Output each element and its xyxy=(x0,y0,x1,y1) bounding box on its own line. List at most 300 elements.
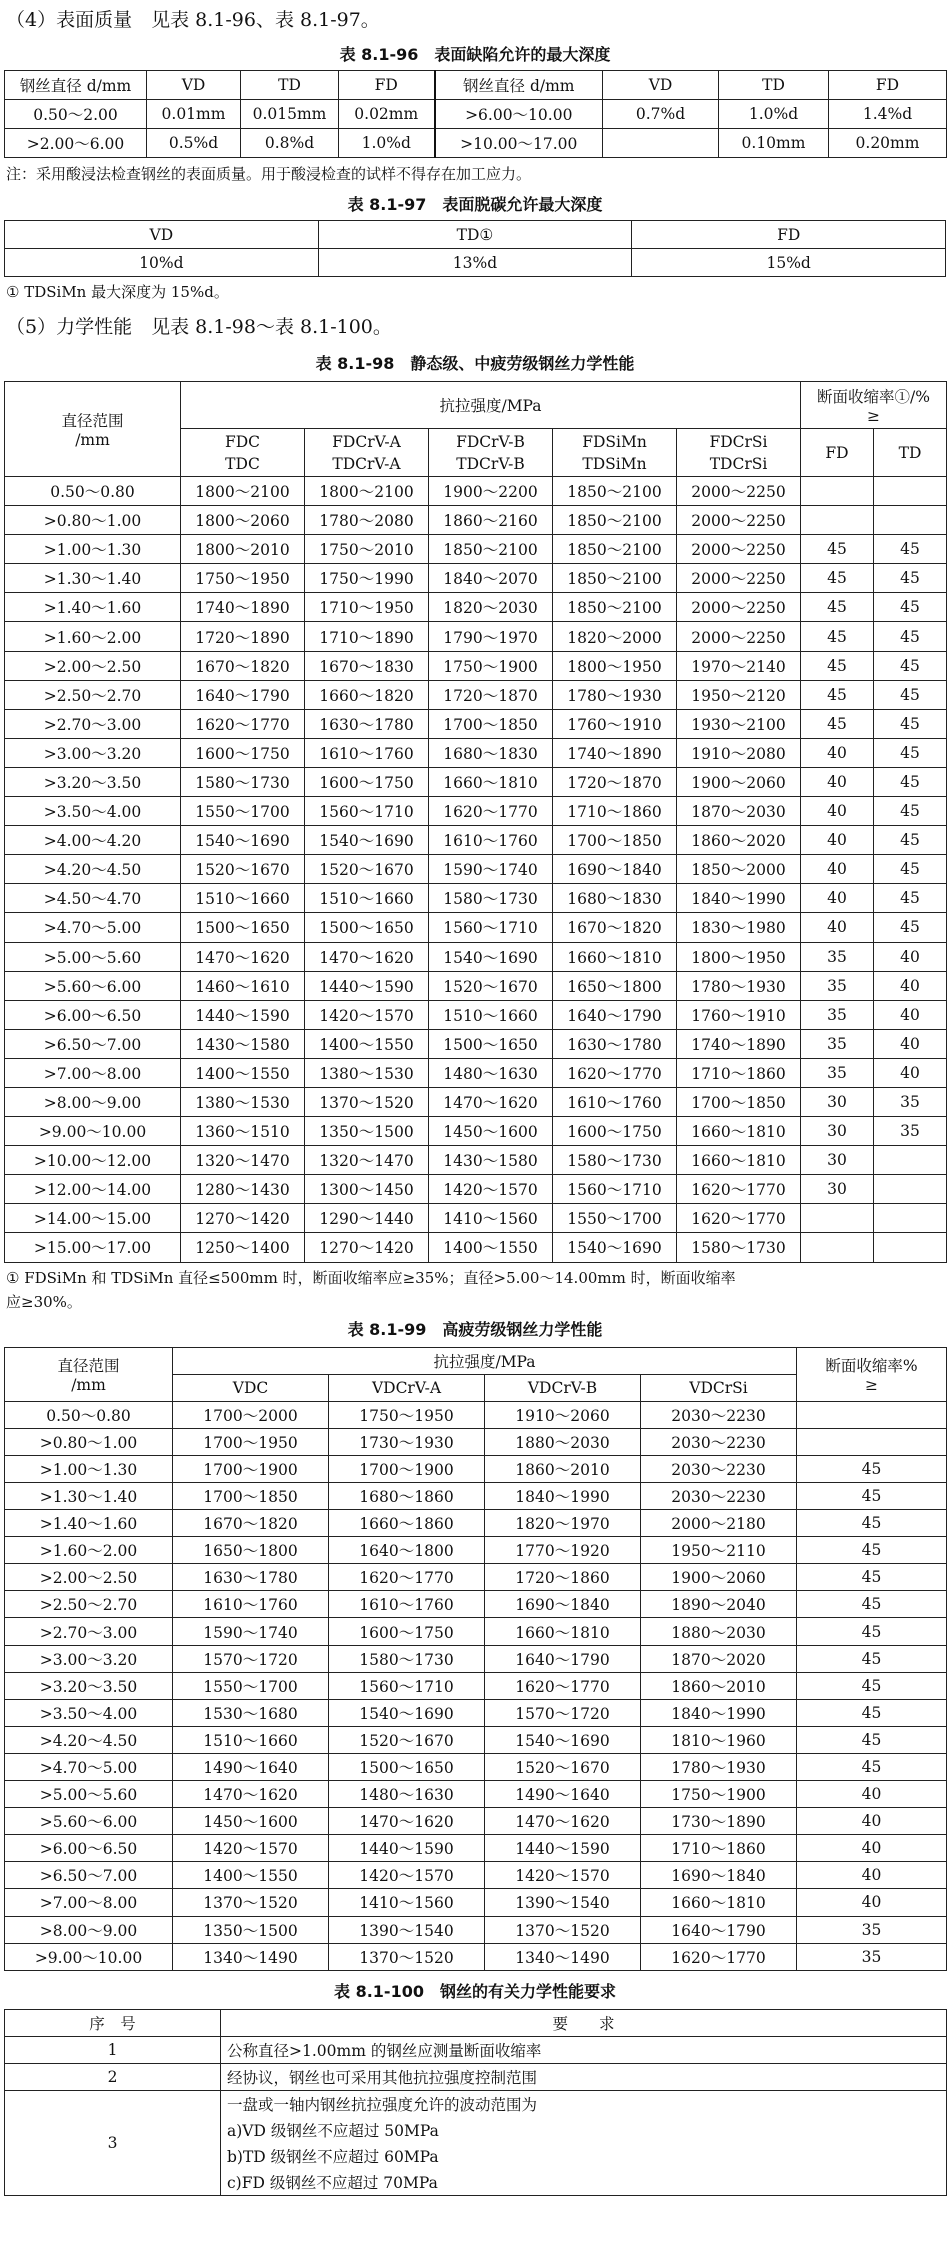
t98-cell: 1350～1500 xyxy=(305,1117,429,1146)
t99-cell: 1390～1540 xyxy=(485,1889,641,1916)
t98-cell: 1620～1770 xyxy=(429,797,553,826)
t98-cell: >3.50～4.00 xyxy=(5,797,181,826)
t99-cell: 1560～1710 xyxy=(329,1672,485,1699)
t96-header-cell: 钢丝直径 d/mm xyxy=(5,71,147,100)
table-row xyxy=(5,1645,947,1672)
t99-cell: >6.50～7.00 xyxy=(5,1862,173,1889)
t98-cell: 1790～1970 xyxy=(429,622,553,651)
t99-cell: 45 xyxy=(797,1618,947,1645)
t99-cell: >7.00～8.00 xyxy=(5,1889,173,1916)
t99-cell: 1700～1950 xyxy=(173,1428,329,1455)
t98-cell xyxy=(874,1146,947,1175)
table-96-note: 注：采用酸浸法检查钢丝的表面质量。用于酸浸检查的试样不得存在加工应力。 xyxy=(6,165,532,183)
t98-cell: 1840～1990 xyxy=(677,884,801,913)
t98-cell: 1840～2070 xyxy=(429,564,553,593)
t99-cell: 1640～1800 xyxy=(329,1537,485,1564)
t100-no-header: 序 号 xyxy=(5,2009,221,2036)
t98-cell: 1860～2160 xyxy=(429,506,553,535)
table-row xyxy=(5,1233,947,1262)
t98-cell: 1250～1400 xyxy=(181,1233,305,1262)
t98-cell: 1500～1650 xyxy=(181,913,305,942)
t99-cell: 45 xyxy=(797,1510,947,1537)
t99-cell: 1400～1550 xyxy=(173,1862,329,1889)
t98-cell: 1480～1630 xyxy=(429,1058,553,1087)
t98-cell: 2000～2250 xyxy=(677,477,801,506)
t98-cell: 1510～1660 xyxy=(181,884,305,913)
t98-cell: 40 xyxy=(874,1029,947,1058)
t99-cell: >5.60～6.00 xyxy=(5,1808,173,1835)
t98-cell: 45 xyxy=(801,680,874,709)
t98-cell xyxy=(801,1204,874,1233)
t99-cell: >3.00～3.20 xyxy=(5,1645,173,1672)
t98-cell: 1520～1670 xyxy=(305,855,429,884)
t98-cell: 40 xyxy=(801,884,874,913)
t98-cell: >6.00～6.50 xyxy=(5,1000,181,1029)
t98-cell: 45 xyxy=(874,651,947,680)
table-row xyxy=(5,1889,947,1916)
table-row xyxy=(5,1808,947,1835)
t98-cell: 45 xyxy=(874,709,947,738)
t99-cell: 2030～2230 xyxy=(641,1483,797,1510)
table-row xyxy=(5,2063,947,2090)
t98-cell: >3.20～3.50 xyxy=(5,767,181,796)
t98-cell: 40 xyxy=(801,913,874,942)
t98-cell xyxy=(801,1233,874,1262)
table-row xyxy=(5,1726,947,1753)
t98-cell: >4.20～4.50 xyxy=(5,855,181,884)
t98-cell: 1380～1530 xyxy=(305,1058,429,1087)
t98-cell: 2000～2250 xyxy=(677,506,801,535)
t98-cell: 1590～1740 xyxy=(429,855,553,884)
t96-cell xyxy=(603,129,719,158)
t99-cell: >0.80～1.00 xyxy=(5,1428,173,1455)
t98-cell: >7.00～8.00 xyxy=(5,1058,181,1087)
t98-cell: 1820～2030 xyxy=(429,593,553,622)
t99-cell: 1500～1650 xyxy=(329,1753,485,1780)
t99-cell: 1840～1990 xyxy=(641,1699,797,1726)
t99-cell xyxy=(797,1428,947,1455)
t99-cell: >2.50～2.70 xyxy=(5,1591,173,1618)
table-row xyxy=(5,1672,947,1699)
t97-header-cell: TD① xyxy=(318,221,632,249)
t98-cell: 45 xyxy=(874,680,947,709)
t98-cell: 1800～1950 xyxy=(553,651,677,680)
table-row xyxy=(5,942,947,971)
table-96-caption: 表 8.1-96 表面缺陷允许的最大深度 xyxy=(339,45,611,64)
t100-req-cell: 公称直径>1.00mm 的钢丝应测量断面收缩率 xyxy=(221,2036,947,2063)
table-row xyxy=(5,2036,947,2063)
t100-no-cell: 2 xyxy=(5,2063,221,2090)
t100-req-cell: 一盘或一轴内钢丝抗拉强度允许的波动范围为 xyxy=(221,2090,947,2117)
t98-cell: 1670～1830 xyxy=(305,651,429,680)
t98-cell: 1950～2120 xyxy=(677,680,801,709)
t98-cell: >8.00～9.00 xyxy=(5,1087,181,1116)
t98-cell: >1.40～1.60 xyxy=(5,593,181,622)
t98-cell: 35 xyxy=(801,1058,874,1087)
t98-cell: 1700～1850 xyxy=(677,1087,801,1116)
t98-cell: 1910～2080 xyxy=(677,738,801,767)
t98-cell: 1870～2030 xyxy=(677,797,801,826)
table-row xyxy=(5,709,947,738)
t97-header-cell: VD xyxy=(5,221,319,249)
t98-cell xyxy=(874,1204,947,1233)
t98-cell: 1750～1950 xyxy=(181,564,305,593)
t99-cell: 45 xyxy=(797,1483,947,1510)
t99-cell: 1880～2030 xyxy=(641,1618,797,1645)
t98-cell: 0.50～0.80 xyxy=(5,477,181,506)
t98-grade-header xyxy=(429,429,553,477)
t98-cell xyxy=(874,1233,947,1262)
t97-value-cell: 15%d xyxy=(632,249,946,277)
t99-cell: >4.70～5.00 xyxy=(5,1753,173,1780)
t99-cell: 1440～1590 xyxy=(485,1835,641,1862)
t99-cell: >2.00～2.50 xyxy=(5,1564,173,1591)
t99-cell: 45 xyxy=(797,1564,947,1591)
t99-cell: 1710～1860 xyxy=(641,1835,797,1862)
table-row xyxy=(5,1564,947,1591)
t96-cell: 0.5%d xyxy=(147,129,241,158)
t99-cell: 1340～1490 xyxy=(485,1943,641,1970)
t98-cell: 1660～1810 xyxy=(429,767,553,796)
t98-cell: 1270～1420 xyxy=(305,1233,429,1262)
t98-cell: 1560～1710 xyxy=(429,913,553,942)
t99-cell: 1340～1490 xyxy=(173,1943,329,1970)
t98-cell: 1440～1590 xyxy=(181,1000,305,1029)
t98-grade-header xyxy=(677,429,801,477)
t98-cell: 1720～1870 xyxy=(429,680,553,709)
t99-cell: 1640～1790 xyxy=(641,1916,797,1943)
t99-cell: 1370～1520 xyxy=(485,1916,641,1943)
t99-grade-header: VDCrSi xyxy=(641,1374,797,1401)
table-row xyxy=(5,1029,947,1058)
t98-cell: 1470～1620 xyxy=(429,1087,553,1116)
t99-cell: 1720～1860 xyxy=(485,1564,641,1591)
t98-cell: 1430～1580 xyxy=(181,1029,305,1058)
t99-grade-header: VDCrV-A xyxy=(329,1374,485,1401)
t99-cell: 1700～1850 xyxy=(173,1483,329,1510)
t99-cell: 1350～1500 xyxy=(173,1916,329,1943)
t99-cell: 1470～1620 xyxy=(329,1808,485,1835)
t98-cell: 1700～1850 xyxy=(429,709,553,738)
t99-cell: 1420～1570 xyxy=(173,1835,329,1862)
table-row xyxy=(5,1537,947,1564)
t98-cell: 1500～1650 xyxy=(305,913,429,942)
t99-cell: 1890～2040 xyxy=(641,1591,797,1618)
table-row xyxy=(5,1753,947,1780)
t99-cell: 1440～1590 xyxy=(329,1835,485,1862)
t99-cell: 1410～1560 xyxy=(329,1889,485,1916)
t98-cell: 1850～2100 xyxy=(553,535,677,564)
t98-cell: 30 xyxy=(801,1175,874,1204)
t98-cell: 1850～2100 xyxy=(429,535,553,564)
t98-cell: 1710～1860 xyxy=(553,797,677,826)
t98-cell: 1670～1820 xyxy=(181,651,305,680)
table-row xyxy=(5,2090,947,2117)
t98-cell: 1720～1870 xyxy=(553,767,677,796)
table-row xyxy=(5,1916,947,1943)
t99-cell: 2000～2180 xyxy=(641,1510,797,1537)
t99-cell: 1780～1930 xyxy=(641,1753,797,1780)
t96-header-cell: FD xyxy=(829,71,947,100)
t99-grade-header: VDCrV-B xyxy=(485,1374,641,1401)
table-99 xyxy=(4,1347,947,1971)
t100-req-cell: a)VD 级钢丝不应超过 50MPa xyxy=(221,2117,947,2143)
t98-cell: >15.00～17.00 xyxy=(5,1233,181,1262)
t99-strength-header: 抗拉强度/MPa xyxy=(173,1347,797,1374)
t98-cell: 1850～2100 xyxy=(553,477,677,506)
t99-cell: 1610～1760 xyxy=(329,1591,485,1618)
table-97-note: ① TDSiMn 最大深度为 15%d。 xyxy=(6,283,229,301)
t100-req-cell: 经协议，钢丝也可采用其他抗拉强度控制范围 xyxy=(221,2063,947,2090)
t99-cell: 1870～2020 xyxy=(641,1645,797,1672)
t98-cell: 1640～1790 xyxy=(181,680,305,709)
t96-header-cell: TD xyxy=(719,71,829,100)
t97-header-cell: FD xyxy=(632,221,946,249)
t98-grade-name: FDSiMn xyxy=(582,432,647,451)
t98-cell: 1280～1430 xyxy=(181,1175,305,1204)
t99-cell: 45 xyxy=(797,1537,947,1564)
t99-cell: 1770～1920 xyxy=(485,1537,641,1564)
t98-cell: 1780～2080 xyxy=(305,506,429,535)
table-row xyxy=(5,506,947,535)
t99-cell: 1490～1640 xyxy=(173,1753,329,1780)
t98-cell: 1800～2100 xyxy=(305,477,429,506)
table-100 xyxy=(4,2009,947,2196)
t99-cell: >5.00～5.60 xyxy=(5,1781,173,1808)
t98-cell: 1800～2060 xyxy=(181,506,305,535)
t98-cell: 1540～1690 xyxy=(181,826,305,855)
t98-cell: >3.00～3.20 xyxy=(5,738,181,767)
t98-cell: >1.60～2.00 xyxy=(5,622,181,651)
t98-cell: 35 xyxy=(801,971,874,1000)
table-row xyxy=(5,1483,947,1510)
t99-cell: 1690～1840 xyxy=(485,1591,641,1618)
t98-cell: 1320～1470 xyxy=(181,1146,305,1175)
t98-cell: 1710～1860 xyxy=(677,1058,801,1087)
t98-grade-name: TDCrV-A xyxy=(332,454,401,473)
t98-cell: 1270～1420 xyxy=(181,1204,305,1233)
table-row xyxy=(5,1510,947,1537)
t96-cell: 0.02mm xyxy=(339,100,435,129)
t98-cell: 45 xyxy=(874,797,947,826)
t96-cell: 0.20mm xyxy=(829,129,947,158)
t99-cell: 45 xyxy=(797,1645,947,1672)
t98-cell: 35 xyxy=(874,1117,947,1146)
t98-cell: 1400～1550 xyxy=(429,1233,553,1262)
t98-cell: 1710～1890 xyxy=(305,622,429,651)
table-row xyxy=(5,1087,947,1116)
t99-cell: >1.40～1.60 xyxy=(5,1510,173,1537)
t98-cell: 1630～1780 xyxy=(305,709,429,738)
table-100-caption: 表 8.1-100 钢丝的有关力学性能要求 xyxy=(334,1981,616,2001)
t98-cell: 1740～1890 xyxy=(181,593,305,622)
t98-cell xyxy=(874,1175,947,1204)
table-row xyxy=(5,913,947,942)
t99-cell: 1540～1690 xyxy=(329,1699,485,1726)
t98-cell: 1930～2100 xyxy=(677,709,801,738)
t98-cell: 1290～1440 xyxy=(305,1204,429,1233)
table-row xyxy=(5,680,947,709)
t96-header-cell: TD xyxy=(241,71,339,100)
table-row xyxy=(5,1204,947,1233)
table-97 xyxy=(4,220,946,277)
t99-cell: 45 xyxy=(797,1753,947,1780)
t98-cell: 1860～2020 xyxy=(677,826,801,855)
t98-cell: 40 xyxy=(801,797,874,826)
t97-value-cell: 10%d xyxy=(5,249,319,277)
t98-cell: 1370～1520 xyxy=(305,1087,429,1116)
t98-cell: 45 xyxy=(874,826,947,855)
table-row xyxy=(5,1117,947,1146)
section-5-heading: （5）力学性能 见表 8.1-98～表 8.1-100。 xyxy=(6,316,392,338)
table-99-caption: 表 8.1-99 高疲劳级钢丝力学性能 xyxy=(347,1319,603,1339)
t98-cell: 2000～2250 xyxy=(677,622,801,651)
t99-cell: 1620～1770 xyxy=(641,1943,797,1970)
t98-grade-name: FDC xyxy=(224,432,261,451)
t96-cell: 1.0%d xyxy=(719,100,829,129)
table-98 xyxy=(4,381,947,1263)
t99-cell: 1470～1620 xyxy=(173,1781,329,1808)
t98-cell: 30 xyxy=(801,1117,874,1146)
t98-cell: 1660～1820 xyxy=(305,680,429,709)
t98-cell: >12.00～14.00 xyxy=(5,1175,181,1204)
t99-cell: 1950～2110 xyxy=(641,1537,797,1564)
t98-grade-name: FDCrV-B xyxy=(456,432,525,451)
t98-cell: >9.00～10.00 xyxy=(5,1117,181,1146)
t98-cell: 40 xyxy=(801,826,874,855)
t98-grade-name: FDCrV-A xyxy=(332,432,401,451)
t98-cell: 40 xyxy=(874,971,947,1000)
t96-cell: >2.00～6.00 xyxy=(5,129,147,158)
table-row xyxy=(5,129,947,158)
t100-req-cell: b)TD 级钢丝不应超过 60MPa xyxy=(221,2143,947,2169)
section-4-heading: （4）表面质量 见表 8.1-96、表 8.1-97。 xyxy=(6,9,380,31)
t99-cell: >1.60～2.00 xyxy=(5,1537,173,1564)
t99-diameter-header: 直径范围 /mm xyxy=(5,1347,173,1401)
t98-cell: 45 xyxy=(801,564,874,593)
t98-cell: 1410～1560 xyxy=(429,1204,553,1233)
t99-cell: 1910～2060 xyxy=(485,1401,641,1428)
t98-cell: 1580～1730 xyxy=(677,1233,801,1262)
table-row xyxy=(5,1401,947,1428)
t98-cell: 1540～1690 xyxy=(553,1233,677,1262)
t99-cell: 1450～1600 xyxy=(173,1808,329,1835)
table-row xyxy=(5,1175,947,1204)
t99-cell: 1390～1540 xyxy=(329,1916,485,1943)
table-row xyxy=(5,884,947,913)
t96-cell: 0.8%d xyxy=(241,129,339,158)
t99-cell: 40 xyxy=(797,1862,947,1889)
t99-cell: 1750～1950 xyxy=(329,1401,485,1428)
t98-cell: 1620～1770 xyxy=(181,709,305,738)
t99-cell: 1700～2000 xyxy=(173,1401,329,1428)
table-row xyxy=(5,1146,947,1175)
t96-cell: >10.00～17.00 xyxy=(435,129,603,158)
t99-cell: 1660～1810 xyxy=(485,1618,641,1645)
t98-cell: 1610～1760 xyxy=(305,738,429,767)
t98-cell: 1800～1950 xyxy=(677,942,801,971)
t98-cell: 1630～1780 xyxy=(553,1029,677,1058)
t98-cell: 45 xyxy=(801,651,874,680)
t99-cell: 1480～1630 xyxy=(329,1781,485,1808)
t96-header-cell: 钢丝直径 d/mm xyxy=(435,71,603,100)
t100-req-cell: c)FD 级钢丝不应超过 70MPa xyxy=(221,2169,947,2196)
t98-cell: 1620～1770 xyxy=(553,1058,677,1087)
t99-cell: >1.30～1.40 xyxy=(5,1483,173,1510)
t99-cell: >3.50～4.00 xyxy=(5,1699,173,1726)
t98-cell: 1800～2100 xyxy=(181,477,305,506)
t98-cell: 1820～2000 xyxy=(553,622,677,651)
t98-cell: 1700～1850 xyxy=(553,826,677,855)
t99-cell: 35 xyxy=(797,1943,947,1970)
t96-cell: 0.7%d xyxy=(603,100,719,129)
t98-cell: 1560～1710 xyxy=(553,1175,677,1204)
table-row xyxy=(5,797,947,826)
t99-cell: 1880～2030 xyxy=(485,1428,641,1455)
t99-cell: 1700～1900 xyxy=(173,1455,329,1482)
t99-cell: 1620～1770 xyxy=(485,1672,641,1699)
t98-cell: 1610～1760 xyxy=(553,1087,677,1116)
t98-cell: 1660～1810 xyxy=(677,1117,801,1146)
t99-cell: 1840～1990 xyxy=(485,1483,641,1510)
t98-cell: >4.70～5.00 xyxy=(5,913,181,942)
t99-cell: 1590～1740 xyxy=(173,1618,329,1645)
table-98-caption: 表 8.1-98 静态级、中疲劳级钢丝力学性能 xyxy=(315,354,635,373)
table-row xyxy=(5,622,947,651)
t98-cell: 1420～1570 xyxy=(429,1175,553,1204)
table-96 xyxy=(4,70,947,158)
t98-cell: 1850～2100 xyxy=(553,593,677,622)
t99-cell: >3.20～3.50 xyxy=(5,1672,173,1699)
t99-cell: 1610～1760 xyxy=(173,1591,329,1618)
t98-td-header: TD xyxy=(874,429,947,477)
t98-grade-name: TDCrV-B xyxy=(456,454,525,473)
t99-cell: 35 xyxy=(797,1916,947,1943)
t98-fd-header: FD xyxy=(801,429,874,477)
t98-cell: 1400～1550 xyxy=(181,1058,305,1087)
t98-cell: 1600～1750 xyxy=(553,1117,677,1146)
t98-cell: 45 xyxy=(801,535,874,564)
table-row xyxy=(5,1781,947,1808)
t100-no-cell: 3 xyxy=(5,2090,221,2195)
t98-cell: 2000～2250 xyxy=(677,564,801,593)
t98-cell: 35 xyxy=(874,1087,947,1116)
table-row xyxy=(5,1835,947,1862)
t98-cell: 1550～1700 xyxy=(553,1204,677,1233)
t98-cell: 1690～1840 xyxy=(553,855,677,884)
t99-cell: 1510～1660 xyxy=(173,1726,329,1753)
table-row xyxy=(5,1000,947,1029)
t96-cell: 1.4%d xyxy=(829,100,947,129)
t98-cell: 1900～2060 xyxy=(677,767,801,796)
t99-cell: 45 xyxy=(797,1455,947,1482)
t98-cell: 1970～2140 xyxy=(677,651,801,680)
t100-req-header: 要 求 xyxy=(221,2009,947,2036)
t98-cell: 45 xyxy=(874,535,947,564)
t99-cell: 1520～1670 xyxy=(485,1753,641,1780)
t98-cell: 35 xyxy=(801,942,874,971)
t98-grade-name: TDSiMn xyxy=(582,454,647,473)
t98-cell: >2.70～3.00 xyxy=(5,709,181,738)
t100-no-cell: 1 xyxy=(5,2036,221,2063)
t99-cell: 1730～1930 xyxy=(329,1428,485,1455)
t99-cell: 1570～1720 xyxy=(173,1645,329,1672)
t99-cell: 40 xyxy=(797,1889,947,1916)
t98-cell: 1580～1730 xyxy=(429,884,553,913)
t99-cell: 1580～1730 xyxy=(329,1645,485,1672)
t99-cell: 1630～1780 xyxy=(173,1564,329,1591)
t98-grade-name: TDCrSi xyxy=(709,454,768,473)
